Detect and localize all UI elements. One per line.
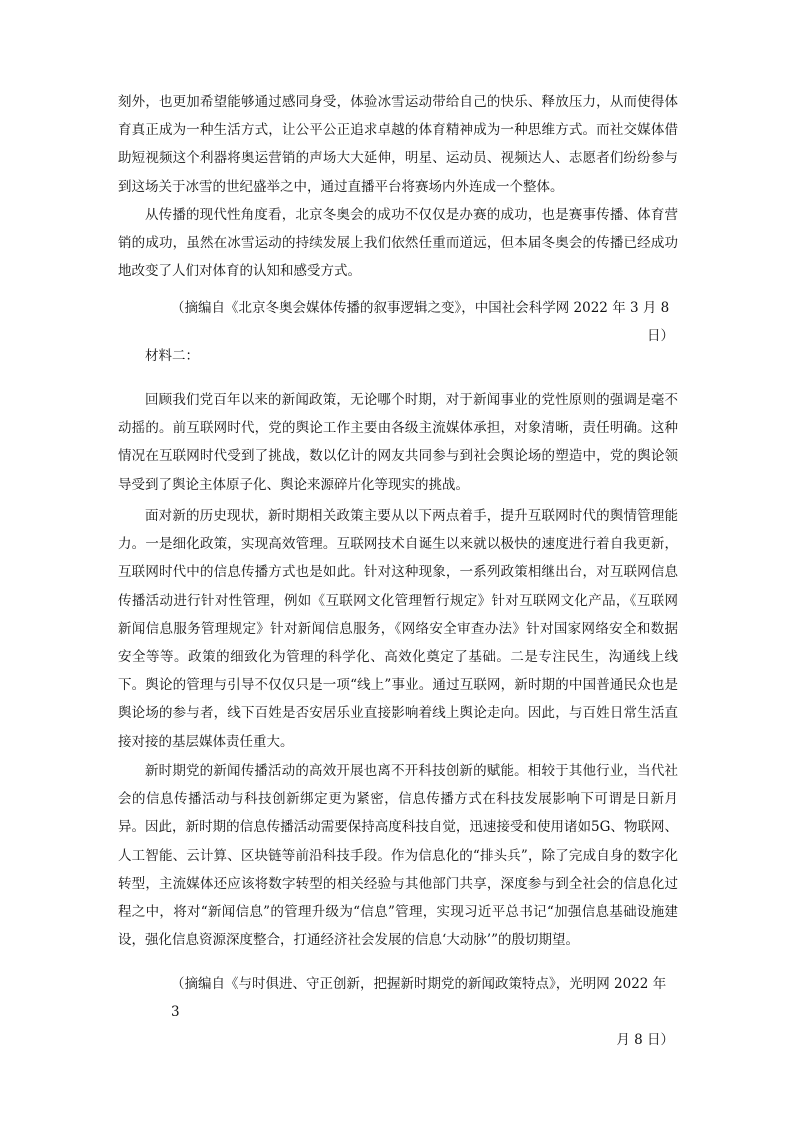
material2-paragraph-2: 面对新的历史现状，新时期相关政策主要从以下两点着手，提升互联网时代的舆情管理能力。一是细化政策，实现高效管理。互联网技术自诞生以来就以极快的速度进行着自我更新，互联网时代中的信息传播方式也是如此。针对这种现象，一系列政策相继出台，对互联网信息传播活动进行针对性管理，例如《互联网文化管理暂行规定》针对互联网文化产品，《互联网新闻信息服务管理规定》针对新闻信息服务，《网络安全审查办法》针对国家网络安全和数据安全等等。政策的细致化为管理的科学化、高效化奠定了基础。二是专注民生，沟通线上线下。舆论的管理与引导不仅仅只是一项“线上”事业。通过互联网，新时期的中国普通民众也是舆论场的参与者，线下百姓是否安居乐业直接影响着线上舆论走向。因此，与百姓日常生活直接对接的基层媒体责任重大。 <box>118 508 678 750</box>
material1-source-line1: （摘编自《北京冬奥会媒体传播的叙事逻辑之变》，中国社会科学网 2022 年 3 月 8 <box>171 300 670 316</box>
material2-source <box>118 970 674 1055</box>
material2-label: 材料二： <box>145 348 199 364</box>
material2-source-line2: 月 8 日） <box>616 1032 674 1049</box>
material1-source <box>118 294 674 350</box>
material2-paragraph-3: 新时期党的新闻传播活动的高效开展也离不开科技创新的赋能。相较于其他行业，当代社会的信息传播活动与科技创新绑定更为紧密，信息传播方式在科技发展影响下可谓是日新月异。因此，新时期的信息传播活动需要保持高度科技自觉，迅速接受和使用诸如5G、物联网、人工智能、云计算、区块链等前沿科技手段。作为信息化的“排头兵”，除了完成自身的数字化转型，主流媒体还应该将数字转型的相关经验与其他部门共享，深度参与到全社会的信息化过程之中，将对“新闻信息”的管理升级为“信息”管理，实现习近平总书记“加强信息基础设施建设，强化信息资源深度整合，打通经济社会发展的信息‘大动脉’”的殷切期望。 <box>118 763 678 949</box>
material1-source-line2: 日） <box>647 328 674 345</box>
material1-paragraph-continued: 刻外，也更加希望能够通过感同身受，体验冰雪运动带给自己的快乐、释放压力，从而使得体育真正成为一种生活方式，让公平公正追求卓越的体育精神成为一种思维方式。而社交媒体借助短视频这个利器将奥运营销的声场大大延伸，明星、运动员、视频达人、志愿者们纷纷参与到这场关于冰雪的世纪盛举之中，通过直播平台将赛场内外连成一个整体。 <box>118 94 678 195</box>
material1-paragraph-conclusion: 从传播的现代性角度看，北京冬奥会的成功不仅仅是办赛的成功，也是赛事传播、体育营销的成功，虽然在冰雪运动的持续发展上我们依然任重而道远，但本届冬奥会的传播已经成功地改变了人们对体育的认知和感受方式。 <box>118 207 678 280</box>
material2-source-line1: （摘编自《与时俱进、守正创新，把握新时期党的新闻政策特点》，光明网 2022 年 3 <box>171 976 667 1021</box>
material2-paragraph-1: 回顾我们党百年以来的新闻政策，无论哪个时期，对于新闻事业的党性原则的强调是毫不动摇的。前互联网时代，党的舆论工作主要由各级主流媒体承担，对象清晰，责任明确。这种情况在互联网时代受到了挑战，数以亿计的网友共同参与到社会舆论场的塑造中，党的舆论领导受到了舆论主体原子化、舆论来源碎片化等现实的挑战。 <box>118 392 678 493</box>
